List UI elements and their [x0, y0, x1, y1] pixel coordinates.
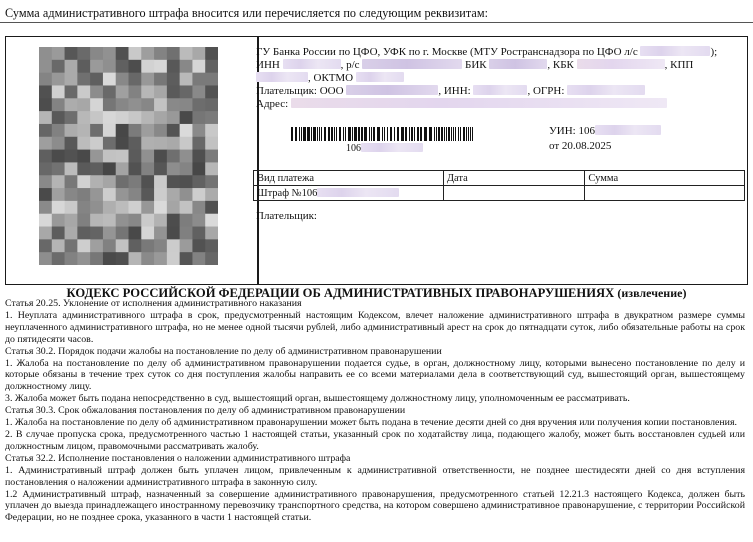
- law-paragraph: 1.2 Административный штраф, назначенный за совершение административного правонарушения, предусмотренного статьей 12.21.3 настоящего Кодекса, должен быть уплачен до выезда принадлежащего иностранному перевозчику транспортного средства, на котором совершено административное правонарушение, с территории Российской Федерации, но не позднее срока, указанного в части 1 настоящей статьи.: [5, 488, 745, 524]
- redacted-oktmo: [356, 72, 404, 82]
- law-paragraph: 1. Неуплата административного штрафа в срок, предусмотренный настоящим Кодексом, влечет наложение административного штрафа в двукратном размере суммы неуплаченного административного штрафа, но не менее одной тысячи рублей, либо административный арест на срок до пятнадцати суток, либо обязательные работы на срок до пятидесяти часов.: [5, 309, 745, 345]
- law-paragraph: 3. Жалоба может быть подана непосредственно в суд, вышестоящий орган, вышестоящему должностному лицу, уполномоченным ее рассматривать.: [5, 393, 630, 405]
- redacted-bik: [489, 59, 547, 69]
- kodex-title-text: КОДЕКС РОССИЙСКОЙ ФЕДЕРАЦИИ ОБ АДМИНИСТРАТИВНЫХ ПРАВОНАРУШЕНИЯХ: [66, 286, 615, 300]
- requisites-line-4: [256, 85, 645, 98]
- kodex-subtitle: (извлечение): [617, 286, 687, 300]
- redacted-account-number: [362, 59, 462, 69]
- account-label: , р/с: [340, 59, 360, 71]
- requisites-line-3: [256, 72, 404, 85]
- law-paragraph: 1. Жалоба на постановление по делу об административном правонарушении подается судье, в орган, должностному лицу, которыми вынесено постановление по делу и которые обязаны в течение трех суток со дня поступления жалобы направить ее со всеми материалами дела в соответствующий суд, вышестоящий орган, вышестоящему должностному лицу.: [5, 357, 745, 393]
- barcode-number: [346, 143, 423, 155]
- header-rule: [0, 22, 753, 23]
- law-article-heading: Статья 32.2. Исполнение постановления о наложении административного штрафа: [5, 452, 351, 464]
- redacted-uin: [595, 125, 661, 135]
- redacted-inn: [283, 59, 341, 69]
- header-payment-type: Вид платежа: [254, 171, 444, 186]
- redacted-kbk: [577, 59, 665, 69]
- law-paragraph: 2. В случае пропуска срока, предусмотренного частью 1 настоящей статьи, указанный срок по ходатайству лица, подающего жалобу, может быть восстановлен судьей или должностным лицом, правомочными рассматривать жалобу.: [5, 428, 745, 452]
- requisites-line-5: [256, 98, 667, 111]
- kpp-label: , КПП: [664, 59, 694, 71]
- barcode-number-text: 106: [346, 143, 361, 154]
- header-text: Сумма административного штрафа вносится или перечисляется по следующим реквизитам:: [5, 6, 489, 20]
- payer-signature-label: Плательщик:: [256, 210, 317, 222]
- qr-code-blurred: [39, 47, 218, 265]
- payment-table-row: [254, 186, 745, 201]
- bik-label: БИК: [465, 59, 487, 71]
- barcode-image: [291, 127, 473, 141]
- recipient-suffix: );: [710, 46, 718, 58]
- redacted-payer-inn: [473, 85, 527, 95]
- uin-text: УИН: 106: [549, 125, 595, 137]
- redacted-payer-name: [346, 85, 438, 95]
- uin-date: от 20.08.2025: [549, 140, 612, 152]
- requisites-line-2: [256, 59, 693, 72]
- ogrn-label: , ОГРН:: [527, 85, 565, 97]
- law-article-heading: Статья 20.25. Уклонение от исполнения административного наказания: [5, 298, 302, 309]
- redacted-kpp: [256, 72, 308, 82]
- redacted-barcode-number: [361, 143, 423, 152]
- qr-code-image: [39, 47, 218, 265]
- redacted-address: [291, 98, 667, 108]
- header-amount: Сумма: [585, 171, 745, 186]
- payment-table-header: [254, 171, 745, 186]
- law-paragraph: 1. Административный штраф должен быть уплачен лицом, привлеченным к административной ответственности, не позднее шестидесяти дней со дня вступления постановления о наложении административного штрафа в законную силу.: [5, 464, 745, 488]
- payment-table: [253, 170, 745, 201]
- inn-label: ИНН: [256, 59, 280, 71]
- redacted-ogrn: [567, 85, 645, 95]
- cell-payment-type: [254, 186, 444, 201]
- barcode: [291, 127, 473, 141]
- payer-inn-label: , ИНН:: [438, 85, 471, 97]
- address-label: Адрес:: [256, 98, 289, 110]
- law-excerpt: [5, 298, 745, 524]
- law-article-heading: Статья 30.3. Срок обжалования постановления по делу об административном правонарушении: [5, 405, 406, 417]
- redacted-account: [640, 46, 710, 56]
- law-paragraph: 1. Жалоба на постановление по делу об административном правонарушении может быть подана в течение десяти дней со дня вручения или получения копии постановления.: [5, 417, 737, 429]
- payer-label: Плательщик: ООО: [256, 85, 344, 97]
- uin-label: [549, 125, 661, 137]
- kbk-label: , КБК: [547, 59, 574, 71]
- fine-number-text: Штраф №106: [257, 187, 318, 199]
- law-article-heading: Статья 30.2. Порядок подачи жалобы на постановление по делу об административном правонарушении: [5, 345, 442, 357]
- requisites-line-1: [256, 46, 717, 59]
- redacted-fine-number: [317, 188, 399, 197]
- cell-amount: [585, 186, 745, 201]
- cell-date: [443, 186, 585, 201]
- oktmo-label: , ОКТМО: [308, 72, 354, 84]
- header-date: Дата: [443, 171, 585, 186]
- recipient-prefix: ГУ Банка России по ЦФО, УФК по г. Москве (МТУ Ространснадзора по ЦФО л/с: [256, 46, 638, 58]
